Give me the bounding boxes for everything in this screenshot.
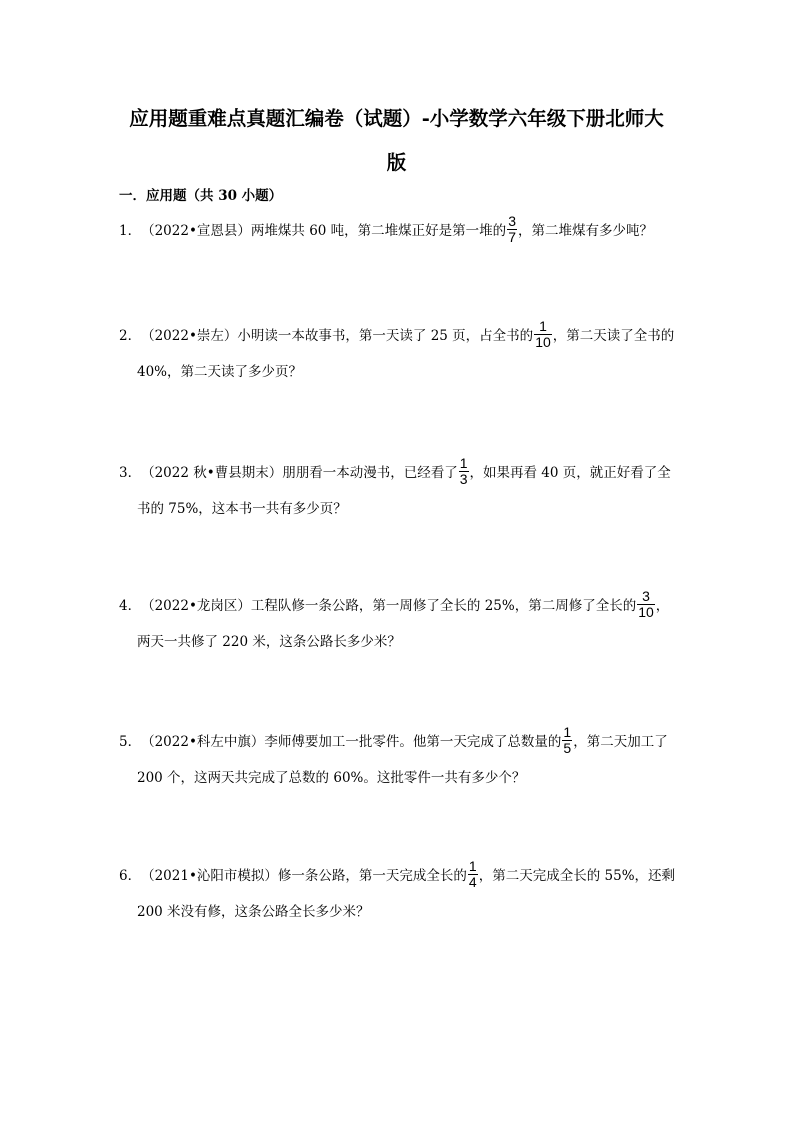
question-number: 6． bbox=[119, 868, 142, 884]
title-line-2: 版 bbox=[386, 151, 407, 174]
question-number: 4． bbox=[119, 598, 142, 614]
question-text: （2021•沁阳市模拟）修一条公路，第一天完成全长的 bbox=[141, 868, 467, 884]
question-3 bbox=[119, 453, 679, 525]
question-number: 1． bbox=[119, 223, 142, 239]
fraction bbox=[562, 725, 572, 756]
question-line bbox=[119, 856, 679, 892]
question-6 bbox=[119, 856, 679, 928]
question-line bbox=[119, 453, 679, 489]
question-line: 书的 75%，这本书一共有多少页？ bbox=[137, 501, 347, 517]
question-line: 40%，第二天读了多少页？ bbox=[137, 364, 303, 380]
fraction-numerator: 1 bbox=[539, 317, 547, 334]
question-line bbox=[119, 722, 679, 758]
question-text: ， bbox=[655, 598, 670, 614]
question-text: ，第二天完成全长的 55%，还剩 bbox=[478, 868, 676, 884]
fraction-numerator: 1 bbox=[563, 723, 572, 740]
question-text: （2022•宣恩县）两堆煤共 60 吨，第二堆煤正好是第一堆的 bbox=[141, 223, 507, 239]
question-number: 2． bbox=[119, 328, 142, 344]
question-line: 两天一共修了 220 米，这条公路长多少米？ bbox=[137, 634, 401, 650]
fraction bbox=[468, 859, 478, 890]
fraction-denominator: 5 bbox=[563, 739, 572, 756]
question-line: 200 米没有修，这条公路全长多少米？ bbox=[137, 904, 370, 920]
question-text: ，第二堆煤有多少吨？ bbox=[517, 223, 653, 239]
fraction-denominator: 3 bbox=[459, 470, 468, 487]
question-text: （2022•崇左）小明读一本故事书，第一天读了 25 页，占全书的 bbox=[141, 328, 534, 344]
fraction-denominator: 10 bbox=[535, 333, 551, 350]
fraction-numerator: 1 bbox=[468, 857, 477, 874]
question-1 bbox=[119, 211, 679, 247]
fraction bbox=[507, 214, 517, 245]
question-number: 3． bbox=[119, 465, 142, 481]
fraction-denominator: 7 bbox=[508, 228, 516, 245]
document-title bbox=[110, 97, 683, 185]
question-text: ，如果再看 40 页，就正好看了全 bbox=[469, 465, 671, 481]
question-line: 200 个，这两天共完成了总数的 60%。这批零件一共有多少个？ bbox=[137, 770, 526, 786]
fraction-denominator: 10 bbox=[638, 603, 654, 620]
question-line bbox=[119, 211, 679, 247]
fraction bbox=[534, 319, 552, 350]
question-4 bbox=[119, 586, 679, 658]
fraction-numerator: 3 bbox=[508, 212, 516, 229]
fraction bbox=[459, 456, 469, 487]
fraction-numerator: 1 bbox=[459, 454, 468, 471]
fraction-denominator: 4 bbox=[468, 873, 477, 890]
question-2 bbox=[119, 316, 679, 388]
title-line-1: 应用题重难点真题汇编卷（试题）-小学数学六年级下册北师大 bbox=[129, 107, 664, 130]
section-heading: 一．应用题（共 30 小题） bbox=[119, 188, 283, 204]
question-5 bbox=[119, 722, 679, 794]
question-text: ，第二天加工了 bbox=[573, 734, 668, 750]
question-text: ，第二天读了全书的 bbox=[552, 328, 675, 344]
question-line bbox=[119, 586, 679, 622]
question-text: （2022•科左中旗）李师傅要加工一批零件。他第一天完成了总数量的 bbox=[141, 734, 562, 750]
fraction-numerator: 3 bbox=[642, 587, 650, 604]
question-line bbox=[119, 316, 679, 352]
fraction bbox=[637, 589, 655, 620]
question-text: （2022 秋•曹县期末）朋朋看一本动漫书，已经看了 bbox=[141, 465, 458, 481]
question-text: （2022•龙岗区）工程队修一条公路，第一周修了全长的 25%，第二周修了全长的 bbox=[141, 598, 637, 614]
question-number: 5． bbox=[119, 734, 142, 750]
